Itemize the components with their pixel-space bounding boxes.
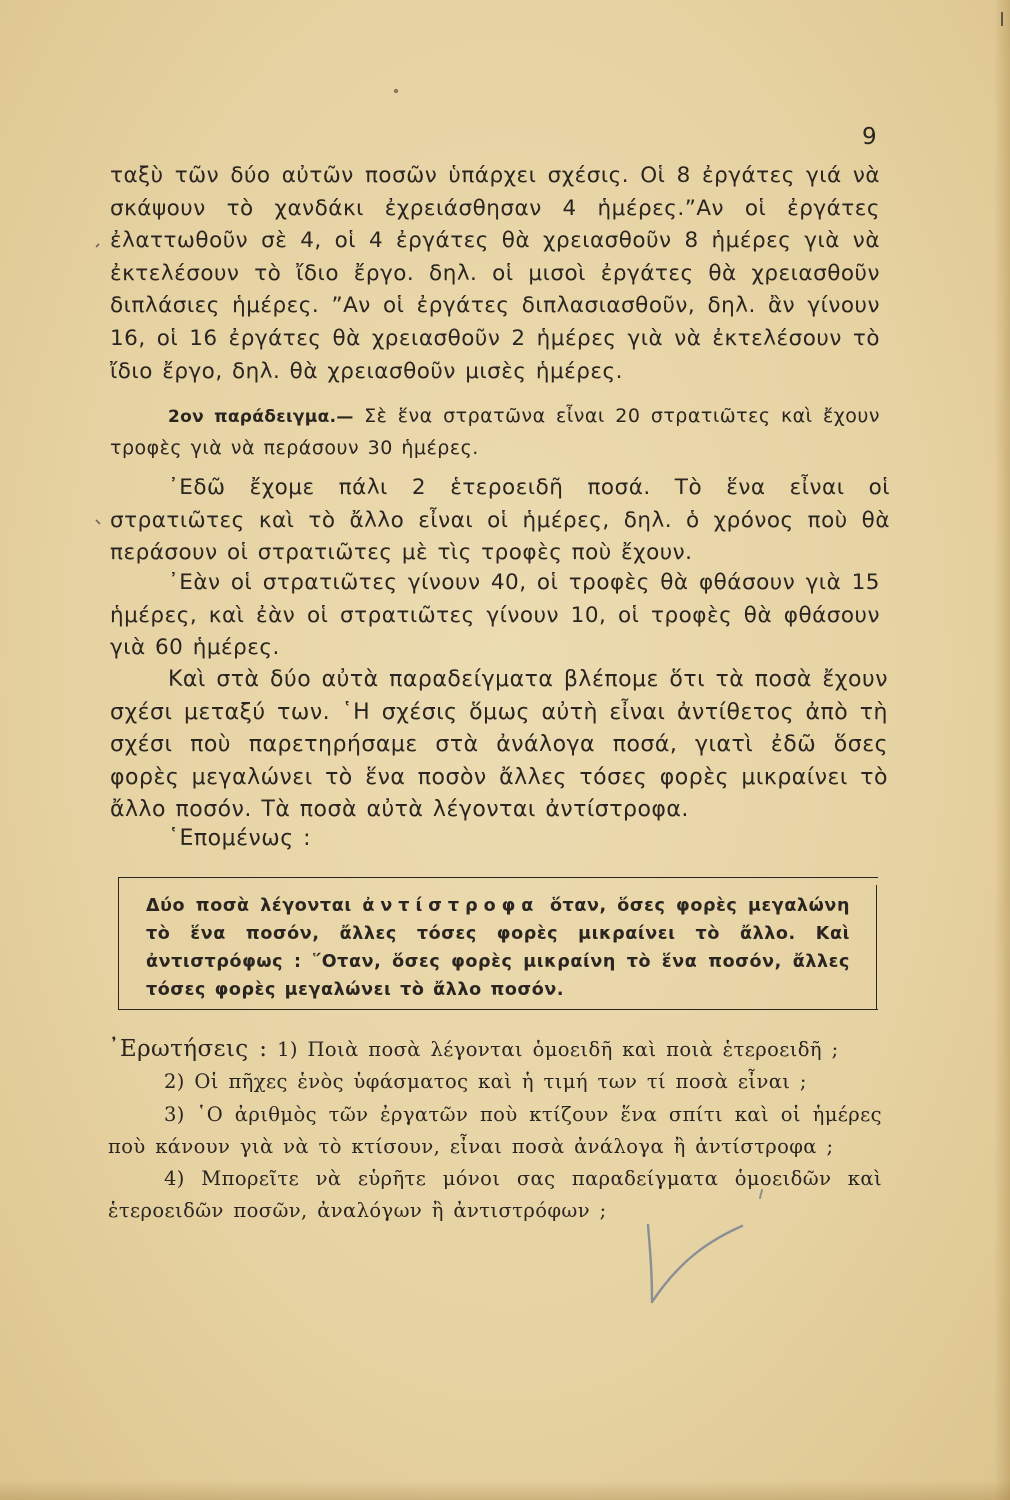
- definition-end: ῞Οταν, ὅσες φορὲς μικραίνη τὸ ἕνα ποσόν, ἄλλες τόσες φορὲς μεγαλώνει τὸ ἄλλο ποσόν.: [146, 952, 850, 1000]
- margin-mark: [96, 244, 99, 247]
- example2-cases-paragraph: ᾿Εὰν οἱ στρατιῶτες γίνουν 40, οἱ τροφὲς θὰ φθάσουν γιὰ 15 ἡμέρες, καὶ ἐὰν οἱ στρατιῶτες γίνουν 10, οἱ τροφὲς θὰ φθάσουν γιὰ 60 ἡμέρες.: [110, 570, 880, 661]
- page-number: 9: [862, 124, 877, 150]
- question-2: 2) Οἱ πῆχες ἑνὸς ὑφάσματος καὶ ἡ τιμή των τί ποσὰ εἶναι ;: [164, 1070, 807, 1094]
- definition-adverb: ἀντιστρόφως :: [146, 952, 302, 972]
- question-3: 3) ῾Ο ἀριθμὸς τῶν ἐργατῶν ποὺ κτίζουν ἕνα σπίτι καὶ οἱ ἡμέρες ποὺ κάνουν γιὰ νὰ τὸ κτίσουν, εἶναι ποσὰ ἀνάλογα ἢ ἀντίστροφα ;: [108, 1102, 882, 1158]
- question-4: 4) Μπορεῖτε νὰ εὑρῆτε μόνοι σας παραδείγματα ὁμοειδῶν καὶ ἑτεροειδῶν ποσῶν, ἀναλόγων ἢ ἀντιστρόφων ;: [108, 1167, 882, 1223]
- pencil-checkmark-stroke-1: [648, 1225, 652, 1300]
- explanation-middle: καὶ τὸ ἄλλο εἶναι οἱ: [258, 507, 509, 533]
- term-soldiers: στρατιῶτες: [110, 507, 245, 533]
- pencil-tick: [760, 1190, 762, 1198]
- paper-speck: [394, 89, 398, 93]
- definition-term: ἀντίστροφα: [362, 896, 540, 916]
- explanation-start: ᾿Εδῶ ἔχομε πάλι 2 ἑτεροειδῆ ποσά. Τὸ ἕνα εἶναι οἱ: [168, 475, 890, 500]
- term-days: ἡμέρες,: [522, 507, 610, 533]
- therefore-line: ῾Επομένως :: [168, 826, 312, 851]
- example2-text: Σὲ ἕνα στρατῶνα εἶναι 20 στρατιῶτες καὶ ἔχουν τροφὲς γιὰ νὰ περάσουν 30 ἡμέρες.: [110, 405, 880, 459]
- margin-mark: [96, 520, 100, 524]
- definition-middle: ὅταν, ὅσες φορὲς μεγαλώνη τὸ ἕνα ποσόν, ἄλλες τόσες φορὲς μικραίνει τὸ ἄλλο. Καὶ: [146, 896, 850, 944]
- example2-label: 2ον παράδειγμα.—: [168, 407, 354, 427]
- definition-start: Δύο ποσὰ λέγονται: [146, 896, 352, 916]
- explanation-end: δηλ. ὁ χρόνος ποὺ θὰ περάσουν οἱ στρατιῶτες μὲ τὶς τροφὲς ποὺ ἔχουν.: [110, 507, 890, 566]
- pencil-checkmark-stroke-2: [652, 1226, 742, 1302]
- questions-heading: ᾿Ερωτήσεις :: [108, 1036, 268, 1062]
- example1-conclusion-paragraph: ταξὺ τῶν δύο αὐτῶν ποσῶν ὑπάρχει σχέσις. Οἱ 8 ἐργάτες γιά νὰ σκάψουν τὸ χανδάκι ἐχρειάσθησαν 4 ἡμέρες.”Αν οἱ ἐργάτες ἐλαττωθοῦν σὲ 4, οἱ 4 ἐργάτες θὰ χρειασθοῦν 8 ἡμέρες γιὰ νὰ ἐκτελέσουν τὸ ἴδιο ἔργο. δηλ. οἱ μισοὶ ἐργάτες θὰ χρειασθοῦν διπλάσιες ἡμέρες. ”Αν οἱ ἐργάτες διπλασιασθοῦν, δηλ. ἂν γίνουν 16, οἱ 16 ἐργάτες θὰ χρειασθοῦν 2 ἡμέρες γιὰ νὰ ἐκτελέσουν τὸ ἴδιο ἔργο, δηλ. θὰ χρειασθοῦν μισὲς ἡμέρες.: [110, 163, 880, 384]
- term-inverse: ἀντίστροφα.: [545, 797, 689, 822]
- question-1-text: 1) Ποιὰ ποσὰ λέγονται ὁμοειδῆ καὶ ποιὰ ἑτεροειδῆ ;: [277, 1038, 839, 1061]
- conclusion-text: Καὶ στὰ δύο αὐτὰ παραδείγματα βλέπομε ὅτι τὰ ποσὰ ἔχουν σχέσι μεταξύ των. ῾Η σχέσις ὅμως αὐτὴ εἶναι ἀντίθετος ἀπὸ τὴ σχέσι ποὺ παρετηρήσαμε στὰ ἀνάλογα ποσά, γιατὶ ἐδῶ ὅσες φορὲς μεγαλώνει τὸ ἕνα ποσὸν ἄλλες τόσες φορὲς μικραίνει τὸ ἄλλο ποσόν. Τὰ ποσὰ αὐτὰ λέγονται: [110, 667, 888, 822]
